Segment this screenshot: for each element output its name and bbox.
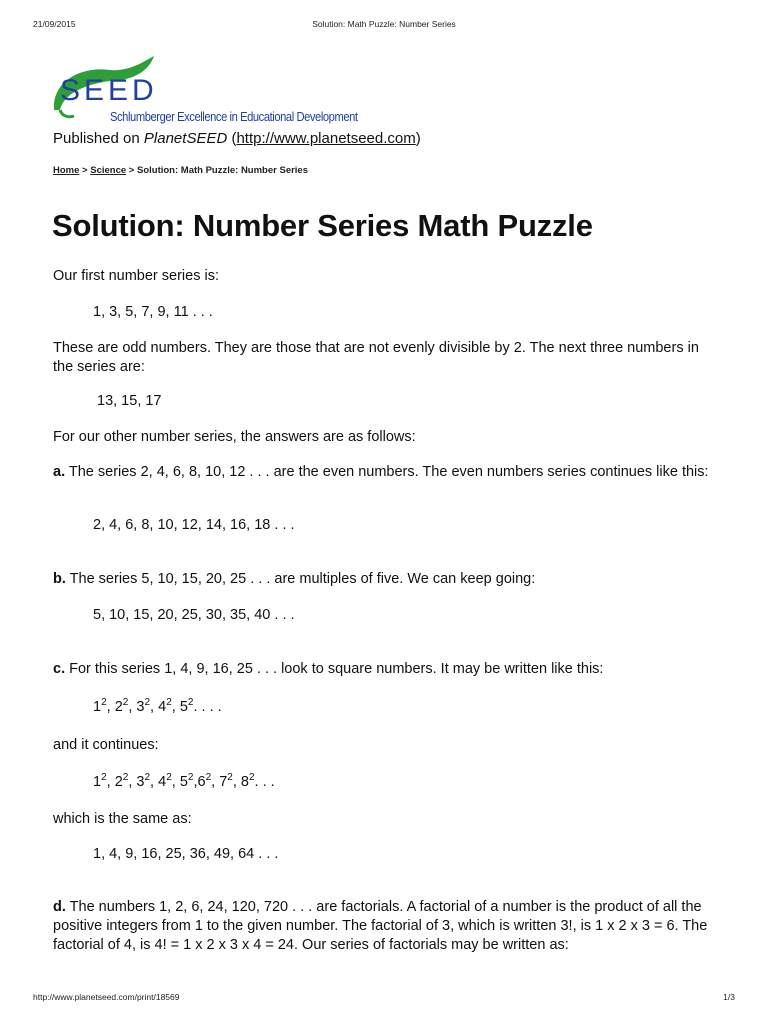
series-fives: 5, 10, 15, 20, 25, 30, 35, 40 . . . xyxy=(93,607,295,623)
site-url-link[interactable]: http://www.planetseed.com xyxy=(236,130,416,147)
footer-url: http://www.planetseed.com/print/18569 xyxy=(33,992,180,1002)
intro-text: Our first number series is: xyxy=(53,268,219,284)
squares-notation-1: $1^2$, $2^2$, $3^2$, $4^2$, $5^2$. . . . xyxy=(93,697,222,715)
next-three: 13, 15, 17 xyxy=(97,393,162,409)
continues-text: and it continues: xyxy=(53,737,159,753)
published-line: Published on PlanetSEED (http://www.planetseed.com) xyxy=(53,130,421,147)
breadcrumb-current: Solution: Math Puzzle: Number Series xyxy=(136,165,309,176)
series-squares: 1, 4, 9, 16, 25, 36, 49, 64 . . . xyxy=(93,846,279,862)
item-d: d. The numbers 1, 2, 6, 24, 120, 720 . . . are factorials. A factorial of a number is the product of all the positive integers from 1 to the given number. The factorial of 3, which is written 3!, is 1 x 2 x 3 = 6. The factorial of 4, is 4! = 1 x 2 x 3 x 4 = 24. Our series of factorials may be written as: xyxy=(53,899,708,953)
site-name: PlanetSEED xyxy=(143,130,228,147)
seed-logo[interactable] xyxy=(50,52,470,128)
logo-tagline: Schlumberger Excellence in Educational Development xyxy=(110,109,358,124)
breadcrumb-home-link[interactable]: Home xyxy=(53,165,80,176)
breadcrumb: Home > Science > Solution: Math Puzzle: Number Series xyxy=(53,165,309,176)
print-title: Solution: Math Puzzle: Number Series xyxy=(312,19,456,29)
squares-notation-2: $1^2$, $2^2$, $3^2$, $4^2$, $5^2,6^2$, $7^2$, $8^2$. . . xyxy=(93,772,275,790)
odd-explanation: These are odd numbers. They are those that are not evenly divisible by 2. The next three numbers in the series are: xyxy=(53,340,699,375)
item-c: c. For this series 1, 4, 9, 16, 25 . . . look to square numbers. It may be written like this: xyxy=(53,661,604,677)
series-odd: 1, 3, 5, 7, 9, 11 . . . xyxy=(93,304,213,320)
print-date: 21/09/2015 xyxy=(33,19,76,29)
series-even: 2, 4, 6, 8, 10, 12, 14, 16, 18 . . . xyxy=(93,517,295,533)
page-number: 1/3 xyxy=(723,992,735,1002)
other-intro: For our other number series, the answers are as follows: xyxy=(53,429,416,445)
page-title: Solution: Number Series Math Puzzle xyxy=(52,208,593,243)
breadcrumb-science-link[interactable]: Science xyxy=(90,165,127,176)
item-b: b. The series 5, 10, 15, 20, 25 . . . are multiples of five. We can keep going: xyxy=(53,571,536,587)
item-a: a. The series 2, 4, 6, 8, 10, 12 . . . are the even numbers. The even numbers series continues like this: xyxy=(53,464,709,480)
same-as-text: which is the same as: xyxy=(53,811,192,827)
logo-letters: SEED xyxy=(60,74,158,107)
